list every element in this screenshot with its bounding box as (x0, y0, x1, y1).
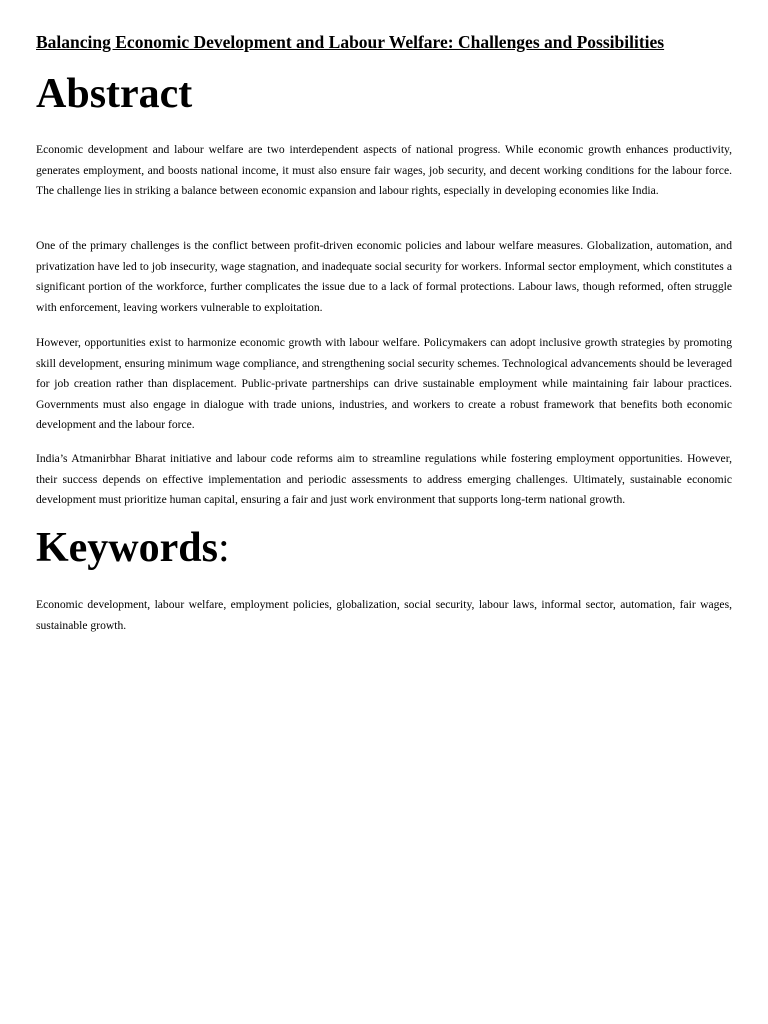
abstract-paragraph-3: However, opportunities exist to harmonize economic growth with labour welfare. Policymakers can adopt inclusive growth strategies by promoting skill development, ensuring minimum wage compliance, and strengthening social security schemes. Technological advancements should be leveraged for job creation rather than displacement. Public-private partnerships can drive sustainable employment while maintaining fair labour practices. Governments must also engage in dialogue with trade unions, industries, and workers to create a robust framework that benefits both economic development and the labour force. (36, 336, 732, 432)
keywords-heading-block (36, 524, 230, 572)
document-title: Balancing Economic Development and Labour Welfare: Challenges and Possibilities (36, 32, 665, 52)
abstract-heading: Abstract (36, 71, 193, 117)
keywords-heading: Keywords (36, 525, 218, 571)
abstract-paragraph-4: India’s Atmanirbhar Bharat initiative and labour code reforms aim to streamline regulations while fostering employment opportunities. However, their success depends on effective implementation and periodic assessments to address emerging challenges. Ultimately, sustainable economic development must prioritize human capital, ensuring a fair and just work environment that supports long-term national growth. (36, 452, 732, 507)
abstract-paragraph-1: Economic development and labour welfare are two interdependent aspects of national progress. While economic growth enhances productivity, generates employment, and boosts national income, it must also ensure fair wages, job security, and decent working conditions for the labour force. The challenge lies in striking a balance between economic expansion and labour rights, especially in developing economies like India. (36, 143, 732, 198)
abstract-paragraph-2: One of the primary challenges is the conflict between profit-driven economic policies and labour welfare measures. Globalization, automation, and privatization have led to job insecurity, wage stagnation, and inadequate social security for workers. Informal sector employment, which constitutes a significant portion of the workforce, further complicates the issue due to a lack of formal protections. Labour laws, though reformed, often struggle with enforcement, leaving workers vulnerable to exploitation. (36, 239, 732, 314)
keywords-colon: : (218, 525, 230, 571)
keywords-text: Economic development, labour welfare, employment policies, globalization, social security, labour laws, informal sector, automation, fair wages, sustainable growth. (36, 598, 732, 632)
